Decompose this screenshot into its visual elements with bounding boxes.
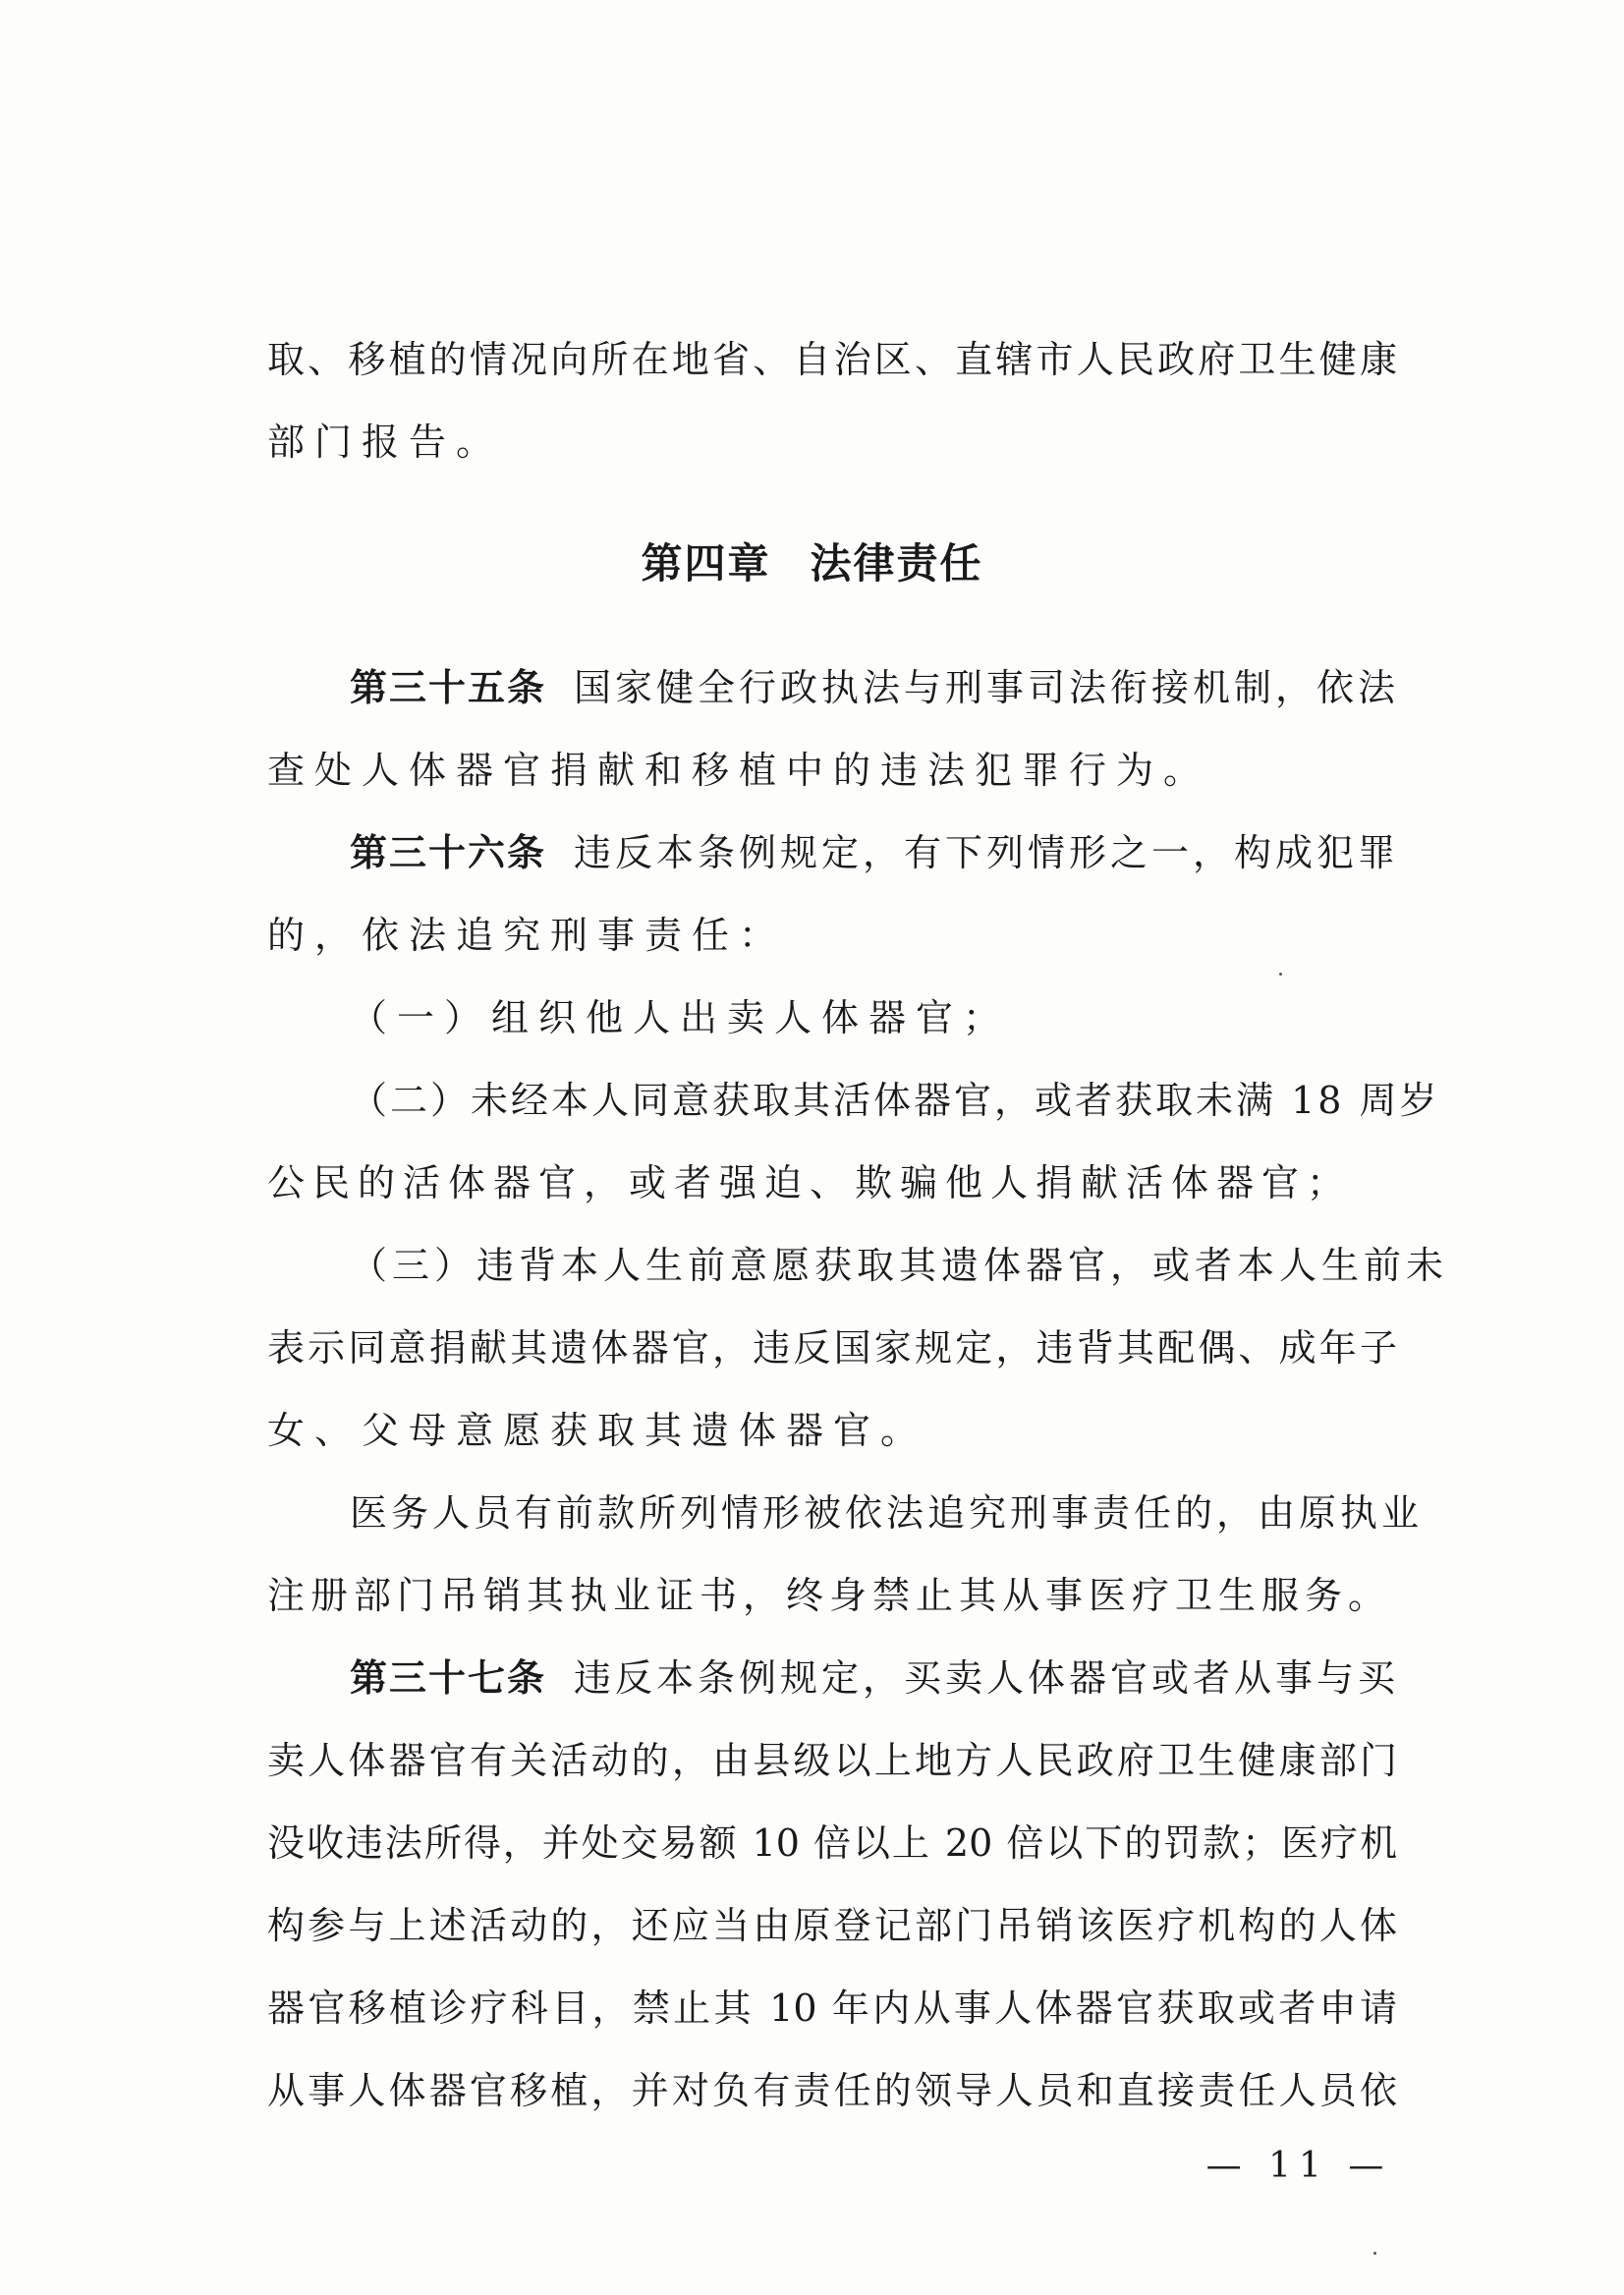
article-36-item-2-line-2: 公民的活体器官，或者强迫、欺骗他人捐献活体器官； [267,1161,1353,1204]
intro-line-2: 部门报告。 [267,420,504,464]
article-36-heading: 第三十六条 [350,830,547,874]
article-37-line-2: 卖人体器官有关活动的，由县级以上地方人民政府卫生健康部门 [267,1739,1397,1782]
article-36-item-2-line-1: （二）未经本人同意获取其活体器官，或者获取未满 18 周岁 [350,1079,1440,1122]
article-36-paragraph-line-2: 注册部门吊销其执业证书，终身禁止其从事医疗卫生服务。 [267,1574,1392,1617]
article-35-line-2: 查处人体器官捐献和移植中的违法犯罪行为。 [267,749,1211,792]
intro-line-1: 取、移植的情况向所在地省、自治区、直辖市人民政府卫生健康 [267,338,1397,381]
article-36-line-1: 第三十六条 违反本条例规定，有下列情形之一，构成犯罪 [350,830,1400,874]
article-37-heading: 第三十七条 [350,1655,547,1700]
article-36-item-3-line-3: 女、父母意愿获取其遗体器官。 [267,1409,928,1452]
article-37-line-1: 第三十七条 违反本条例规定，买卖人体器官或者从事与买 [350,1655,1400,1700]
page-number: — 11 — [1205,2146,1392,2186]
article-36-paragraph-line-1: 医务人员有前款所列情形被依法追究刑事责任的，由原执业 [350,1491,1424,1535]
article-36-item-3-line-1: （三）违背本人生前意愿获取其遗体器官，或者本人生前未 [350,1244,1449,1287]
chapter-number: 第四章 [641,539,771,588]
article-35-heading: 第三十五条 [350,665,547,709]
scan-speck [1373,2252,1376,2255]
article-37-line-6: 从事人体器官移植，并对负有责任的领导人员和直接责任人员依 [267,2069,1397,2112]
chapter-title: 法律责任 [810,539,983,588]
article-36-line-2: 的，依法追究刑事责任： [267,914,787,957]
article-35-line-1: 第三十五条 国家健全行政执法与刑事司法衔接机制，依法 [350,665,1400,709]
article-37-line-3: 没收违法所得，并处交易额 10 倍以上 20 倍以下的罚款；医疗机 [267,1821,1397,1865]
chapter-heading [0,534,1624,593]
article-36-item-1: （一）组织他人出卖人体器官； [350,996,1011,1039]
article-36-item-3-line-2: 表示同意捐献其遗体器官，违反国家规定，违背其配偶、成年子 [267,1326,1397,1370]
scan-speck [1279,973,1282,976]
article-37-line-5: 器官移植诊疗科目，禁止其 10 年内从事人体器官获取或者申请 [267,1987,1397,2030]
article-37-line-4: 构参与上述活动的，还应当由原登记部门吊销该医疗机构的人体 [267,1904,1397,1947]
